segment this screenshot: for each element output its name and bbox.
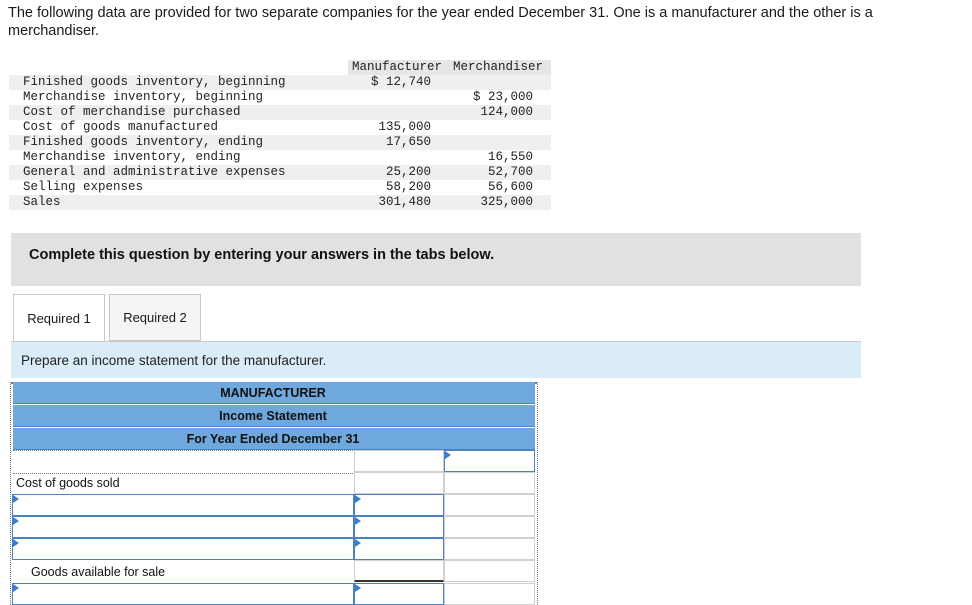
amount-cell xyxy=(354,450,444,472)
tab-required-2[interactable]: Required 2 xyxy=(109,294,201,341)
merchandiser-value: 124,000 xyxy=(480,105,533,119)
merchandiser-value: $ 23,000 xyxy=(472,90,533,104)
label-input[interactable] xyxy=(12,494,354,516)
amount-cell xyxy=(444,472,535,494)
statement-title: Income Statement xyxy=(219,409,327,423)
merchandiser-value: 325,000 xyxy=(480,195,533,209)
manufacturer-value: 301,480 xyxy=(378,195,431,209)
goods-available-label: Goods available for sale xyxy=(31,565,166,579)
statement-title-header xyxy=(13,405,535,427)
amount-cell xyxy=(444,538,535,560)
amount-cell xyxy=(354,560,444,582)
row-label: Merchandise inventory, ending xyxy=(23,150,241,164)
statement-period-header xyxy=(13,428,535,450)
input-marker-icon xyxy=(355,539,361,547)
input-marker-icon xyxy=(355,517,361,525)
input-marker-icon xyxy=(13,495,19,503)
amount-input[interactable] xyxy=(354,583,444,605)
table-row xyxy=(9,180,551,195)
input-marker-icon xyxy=(13,517,19,525)
instructions-banner xyxy=(11,233,861,286)
manufacturer-value: 17,650 xyxy=(385,135,431,149)
table-row xyxy=(9,150,551,165)
table-row xyxy=(9,120,551,135)
row-label: Selling expenses xyxy=(23,180,144,194)
table-row xyxy=(9,195,551,210)
manufacturer-value: 58,200 xyxy=(385,180,431,194)
table-row xyxy=(9,165,551,180)
manufacturer-value: 25,200 xyxy=(385,165,431,179)
instruction-panel xyxy=(11,341,861,378)
amount-cell xyxy=(354,472,444,494)
amount-cell xyxy=(444,516,535,538)
row-label: Finished goods inventory, beginning xyxy=(23,75,286,89)
manufacturer-value: $ 12,740 xyxy=(370,75,431,89)
input-marker-icon xyxy=(13,539,19,547)
merchandiser-value: 52,700 xyxy=(487,165,533,179)
label-input[interactable] xyxy=(12,538,354,560)
amount-input[interactable] xyxy=(354,538,444,560)
amount-cell xyxy=(444,560,535,582)
table-row xyxy=(9,105,551,120)
row-divider xyxy=(13,450,353,451)
amount-input[interactable] xyxy=(354,516,444,538)
column-header-manufacturer: Manufacturer xyxy=(352,60,443,74)
table-row xyxy=(9,135,551,150)
banner-text: Complete this question by entering your answers in the tabs below. xyxy=(29,247,495,263)
row-divider xyxy=(13,473,353,474)
tab-required-1[interactable]: Required 1 xyxy=(13,294,105,342)
statement-period: For Year Ended December 31 xyxy=(186,432,360,446)
input-marker-icon xyxy=(355,495,361,503)
row-label: Sales xyxy=(23,195,61,209)
row-label: Cost of goods manufactured xyxy=(23,120,219,134)
row-label: Merchandise inventory, beginning xyxy=(23,90,264,104)
input-marker-icon xyxy=(13,584,19,592)
row-label: Finished goods inventory, ending xyxy=(23,135,264,149)
table-row xyxy=(9,75,551,90)
amount-cell xyxy=(444,494,535,516)
label-input[interactable] xyxy=(12,583,354,605)
merchandiser-value: 16,550 xyxy=(487,150,533,164)
input-marker-icon xyxy=(445,451,451,459)
input-marker-icon xyxy=(355,584,361,592)
intro-text: The following data are provided for two separate companies for the year ended December 31. One is a manufacturer and the other is a merchandiser. xyxy=(8,5,873,39)
amount-input[interactable] xyxy=(354,494,444,516)
row-label: General and administrative expenses xyxy=(23,165,286,179)
statement-company-header xyxy=(13,382,535,404)
row-label: Cost of merchandise purchased xyxy=(23,105,241,119)
data-table-header xyxy=(348,60,551,75)
manufacturer-value: 135,000 xyxy=(378,120,431,134)
merchandiser-value: 56,600 xyxy=(487,180,533,194)
table-row xyxy=(9,90,551,105)
income-statement-form xyxy=(10,382,538,605)
label-input[interactable] xyxy=(12,516,354,538)
amount-cell xyxy=(444,583,535,605)
column-header-merchandiser: Merchandiser xyxy=(453,60,544,74)
instruction-text: Prepare an income statement for the manufacturer. xyxy=(21,353,327,368)
cogs-label: Cost of goods sold xyxy=(16,476,120,490)
company-name: MANUFACTURER xyxy=(220,386,326,400)
amount-input[interactable] xyxy=(444,450,535,472)
